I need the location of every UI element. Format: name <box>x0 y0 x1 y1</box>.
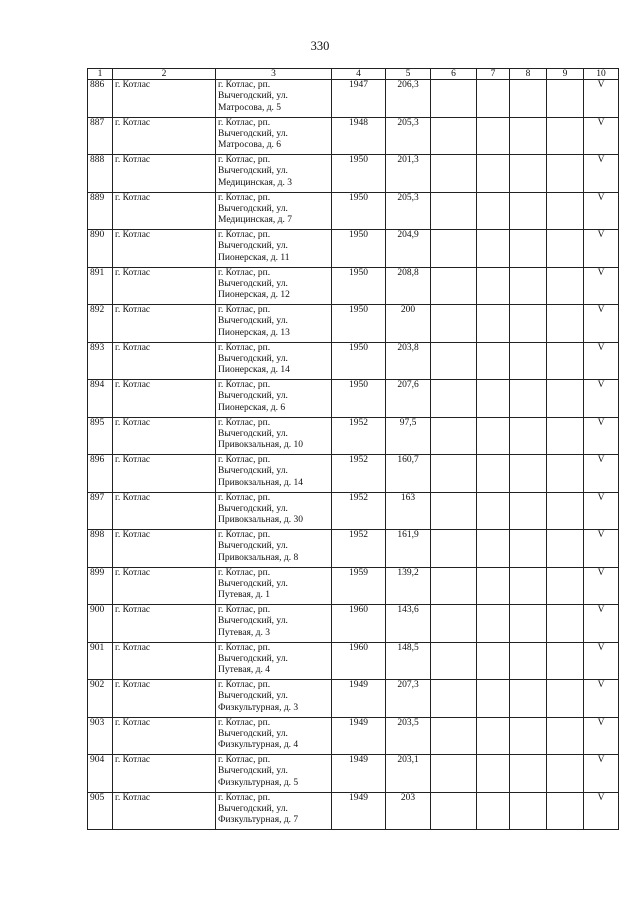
area-cell: 203,1 <box>386 755 431 793</box>
check-mark-cell: V <box>584 342 619 380</box>
table-row <box>88 492 619 530</box>
check-mark-cell: V <box>584 567 619 605</box>
column-7-cell <box>477 605 510 643</box>
address-line: г. Котлас, рп. <box>218 342 271 353</box>
column-9-cell <box>547 342 584 380</box>
address-cell <box>216 605 332 643</box>
column-9-cell <box>547 417 584 455</box>
column-7-cell <box>477 380 510 418</box>
row-number-cell: 899 <box>88 567 113 605</box>
city-cell: г. Котлас <box>113 755 216 793</box>
column-number: 7 <box>477 69 510 80</box>
check-mark-cell: V <box>584 530 619 568</box>
column-6-cell <box>431 642 477 680</box>
year-cell: 1949 <box>332 792 386 830</box>
column-8-cell <box>510 417 547 455</box>
address-line: Привокзальная, д. 30 <box>218 515 303 526</box>
column-9-cell <box>547 717 584 755</box>
column-9-cell <box>547 267 584 305</box>
address-line: Медицинская, д. 7 <box>218 215 292 226</box>
check-mark-cell: V <box>584 717 619 755</box>
table-row <box>88 642 619 680</box>
address-cell <box>216 417 332 455</box>
check-mark-cell: V <box>584 117 619 155</box>
year-cell: 1948 <box>332 117 386 155</box>
column-8-cell <box>510 455 547 493</box>
area-cell: 148,5 <box>386 642 431 680</box>
address-cell <box>216 567 332 605</box>
column-8-cell <box>510 192 547 230</box>
column-number: 6 <box>431 69 477 80</box>
column-6-cell <box>431 530 477 568</box>
row-number-cell: 902 <box>88 680 113 718</box>
city-cell: г. Котлас <box>113 192 216 230</box>
check-mark-cell: V <box>584 455 619 493</box>
address-line: г. Котлас, рп. <box>218 117 271 128</box>
column-8-cell <box>510 530 547 568</box>
column-6-cell <box>431 417 477 455</box>
year-cell: 1952 <box>332 530 386 568</box>
area-cell: 205,3 <box>386 192 431 230</box>
column-6-cell <box>431 680 477 718</box>
address-cell <box>216 755 332 793</box>
table-row <box>88 117 619 155</box>
city-cell: г. Котлас <box>113 605 216 643</box>
year-cell: 1950 <box>332 230 386 268</box>
address-line: Привокзальная, д. 10 <box>218 440 303 451</box>
column-6-cell <box>431 305 477 343</box>
city-cell: г. Котлас <box>113 80 216 118</box>
address-cell <box>216 155 332 193</box>
column-6-cell <box>431 717 477 755</box>
column-6-cell <box>431 380 477 418</box>
table-row <box>88 192 619 230</box>
address-line: Вычегодский, ул. <box>218 278 288 289</box>
address-line: Вычегодский, ул. <box>218 428 288 439</box>
area-cell: 160,7 <box>386 455 431 493</box>
row-number-cell: 887 <box>88 117 113 155</box>
address-cell <box>216 192 332 230</box>
column-6-cell <box>431 267 477 305</box>
housing-registry-table <box>87 68 619 830</box>
table-row <box>88 80 619 118</box>
area-cell: 204,9 <box>386 230 431 268</box>
check-mark-cell: V <box>584 230 619 268</box>
area-cell: 203,5 <box>386 717 431 755</box>
address-cell <box>216 530 332 568</box>
address-line: Вычегодский, ул. <box>218 803 288 814</box>
column-6-cell <box>431 80 477 118</box>
table-row <box>88 792 619 830</box>
check-mark-cell: V <box>584 680 619 718</box>
column-8-cell <box>510 567 547 605</box>
table-row <box>88 380 619 418</box>
address-line: Пионерская, д. 14 <box>218 365 290 376</box>
row-number-cell: 892 <box>88 305 113 343</box>
address-line: г. Котлас, рп. <box>218 192 271 203</box>
city-cell: г. Котлас <box>113 567 216 605</box>
table-row <box>88 567 619 605</box>
city-cell: г. Котлас <box>113 492 216 530</box>
column-8-cell <box>510 492 547 530</box>
column-8-cell <box>510 342 547 380</box>
column-6-cell <box>431 155 477 193</box>
table-row <box>88 267 619 305</box>
column-7-cell <box>477 567 510 605</box>
address-line: г. Котлас, рп. <box>218 230 271 240</box>
column-8-cell <box>510 680 547 718</box>
column-number: 1 <box>88 69 113 80</box>
column-8-cell <box>510 717 547 755</box>
address-line: Вычегодский, ул. <box>218 578 288 589</box>
column-number: 4 <box>332 69 386 80</box>
column-7-cell <box>477 792 510 830</box>
year-cell: 1952 <box>332 492 386 530</box>
year-cell: 1960 <box>332 642 386 680</box>
area-cell: 163 <box>386 492 431 530</box>
row-number-cell: 888 <box>88 155 113 193</box>
column-7-cell <box>477 642 510 680</box>
row-number-cell: 889 <box>88 192 113 230</box>
column-number: 5 <box>386 69 431 80</box>
address-line: Привокзальная, д. 8 <box>218 552 299 563</box>
row-number-cell: 901 <box>88 642 113 680</box>
check-mark-cell: V <box>584 267 619 305</box>
city-cell: г. Котлас <box>113 642 216 680</box>
column-6-cell <box>431 342 477 380</box>
table-row <box>88 755 619 793</box>
year-cell: 1949 <box>332 755 386 793</box>
column-6-cell <box>431 192 477 230</box>
column-9-cell <box>547 567 584 605</box>
column-6-cell <box>431 605 477 643</box>
city-cell: г. Котлас <box>113 717 216 755</box>
column-6-cell <box>431 230 477 268</box>
column-6-cell <box>431 117 477 155</box>
column-7-cell <box>477 230 510 268</box>
column-8-cell <box>510 792 547 830</box>
column-number: 9 <box>547 69 584 80</box>
address-line: Путевая, д. 4 <box>218 665 271 676</box>
table-row <box>88 605 619 643</box>
check-mark-cell: V <box>584 755 619 793</box>
city-cell: г. Котлас <box>113 380 216 418</box>
column-7-cell <box>477 117 510 155</box>
row-number-cell: 891 <box>88 267 113 305</box>
address-line: г. Котлас, рп. <box>218 417 271 428</box>
row-number-cell: 904 <box>88 755 113 793</box>
year-cell: 1947 <box>332 80 386 118</box>
address-cell <box>216 380 332 418</box>
address-line: г. Котлас, рп. <box>218 267 271 278</box>
year-cell: 1950 <box>332 267 386 305</box>
column-9-cell <box>547 792 584 830</box>
column-number-row <box>88 69 619 80</box>
city-cell: г. Котлас <box>113 117 216 155</box>
address-line: Вычегодский, ул. <box>218 616 288 627</box>
address-line: Матросова, д. 6 <box>218 140 282 151</box>
area-cell: 203,8 <box>386 342 431 380</box>
row-number-cell: 896 <box>88 455 113 493</box>
column-8-cell <box>510 155 547 193</box>
check-mark-cell: V <box>584 80 619 118</box>
address-line: г. Котлас, рп. <box>218 380 271 390</box>
row-number-cell: 897 <box>88 492 113 530</box>
address-line: Пионерская, д. 12 <box>218 290 290 301</box>
city-cell: г. Котлас <box>113 267 216 305</box>
address-cell <box>216 342 332 380</box>
address-cell <box>216 117 332 155</box>
column-9-cell <box>547 230 584 268</box>
table-row <box>88 417 619 455</box>
address-line: Физкультурная, д. 3 <box>218 702 299 713</box>
year-cell: 1952 <box>332 455 386 493</box>
address-line: Пионерская, д. 6 <box>218 402 286 413</box>
area-cell: 161,9 <box>386 530 431 568</box>
column-9-cell <box>547 380 584 418</box>
table-row <box>88 717 619 755</box>
year-cell: 1950 <box>332 155 386 193</box>
row-number-cell: 895 <box>88 417 113 455</box>
column-6-cell <box>431 492 477 530</box>
address-line: Вычегодский, ул. <box>218 241 288 252</box>
address-line: г. Котлас, рп. <box>218 80 271 90</box>
address-line: г. Котлас, рп. <box>218 155 271 165</box>
address-line: г. Котлас, рп. <box>218 717 271 728</box>
area-cell: 206,3 <box>386 80 431 118</box>
year-cell: 1950 <box>332 305 386 343</box>
address-cell <box>216 305 332 343</box>
check-mark-cell: V <box>584 305 619 343</box>
address-cell <box>216 267 332 305</box>
check-mark-cell: V <box>584 417 619 455</box>
table-body <box>88 69 619 830</box>
check-mark-cell: V <box>584 792 619 830</box>
year-cell: 1949 <box>332 680 386 718</box>
address-line: Вычегодский, ул. <box>218 91 288 102</box>
column-7-cell <box>477 492 510 530</box>
check-mark-cell: V <box>584 380 619 418</box>
address-line: г. Котлас, рп. <box>218 530 271 540</box>
year-cell: 1959 <box>332 567 386 605</box>
column-7-cell <box>477 455 510 493</box>
column-7-cell <box>477 267 510 305</box>
row-number-cell: 900 <box>88 605 113 643</box>
row-number-cell: 890 <box>88 230 113 268</box>
address-line: Путевая, д. 3 <box>218 627 271 638</box>
year-cell: 1949 <box>332 717 386 755</box>
address-line: г. Котлас, рп. <box>218 792 271 803</box>
check-mark-cell: V <box>584 642 619 680</box>
address-line: Вычегодский, ул. <box>218 503 288 514</box>
address-line: Путевая, д. 1 <box>218 590 271 601</box>
address-line: г. Котлас, рп. <box>218 305 271 315</box>
address-line: Пионерская, д. 13 <box>218 327 290 338</box>
address-line: Вычегодский, ул. <box>218 166 288 177</box>
year-cell: 1950 <box>332 342 386 380</box>
column-7-cell <box>477 305 510 343</box>
address-line: Вычегодский, ул. <box>218 391 288 402</box>
column-9-cell <box>547 605 584 643</box>
area-cell: 205,3 <box>386 117 431 155</box>
address-line: Медицинская, д. 3 <box>218 177 292 188</box>
city-cell: г. Котлас <box>113 792 216 830</box>
table-row <box>88 305 619 343</box>
address-line: Физкультурная, д. 4 <box>218 740 299 751</box>
address-line: Физкультурная, д. 5 <box>218 777 299 788</box>
address-line: г. Котлас, рп. <box>218 492 271 503</box>
address-line: Матросова, д. 5 <box>218 102 282 113</box>
year-cell: 1952 <box>332 417 386 455</box>
row-number-cell: 894 <box>88 380 113 418</box>
area-cell: 97,5 <box>386 417 431 455</box>
area-cell: 207,6 <box>386 380 431 418</box>
column-6-cell <box>431 755 477 793</box>
address-cell <box>216 717 332 755</box>
year-cell: 1960 <box>332 605 386 643</box>
column-8-cell <box>510 80 547 118</box>
column-7-cell <box>477 192 510 230</box>
row-number-cell: 893 <box>88 342 113 380</box>
year-cell: 1950 <box>332 192 386 230</box>
address-line: Вычегодский, ул. <box>218 353 288 364</box>
address-line: Физкультурная, д. 7 <box>218 815 299 826</box>
city-cell: г. Котлас <box>113 417 216 455</box>
address-cell <box>216 455 332 493</box>
area-cell: 143,6 <box>386 605 431 643</box>
table-row <box>88 455 619 493</box>
column-8-cell <box>510 605 547 643</box>
column-number: 3 <box>216 69 332 80</box>
column-9-cell <box>547 642 584 680</box>
check-mark-cell: V <box>584 605 619 643</box>
address-line: Вычегодский, ул. <box>218 316 288 327</box>
address-line: г. Котлас, рп. <box>218 605 271 615</box>
column-8-cell <box>510 755 547 793</box>
column-number: 10 <box>584 69 619 80</box>
column-number: 2 <box>113 69 216 80</box>
address-cell <box>216 642 332 680</box>
address-line: Вычегодский, ул. <box>218 541 288 552</box>
column-7-cell <box>477 717 510 755</box>
address-cell <box>216 792 332 830</box>
column-7-cell <box>477 680 510 718</box>
column-7-cell <box>477 80 510 118</box>
address-line: Пионерская, д. 11 <box>218 252 290 263</box>
table-row <box>88 530 619 568</box>
address-cell <box>216 492 332 530</box>
address-line: Привокзальная, д. 14 <box>218 477 303 488</box>
table-row <box>88 230 619 268</box>
address-line: Вычегодский, ул. <box>218 203 288 214</box>
column-9-cell <box>547 530 584 568</box>
column-7-cell <box>477 417 510 455</box>
area-cell: 200 <box>386 305 431 343</box>
column-9-cell <box>547 455 584 493</box>
address-line: Вычегодский, ул. <box>218 691 288 702</box>
column-9-cell <box>547 755 584 793</box>
page-number: 330 <box>310 39 330 53</box>
column-number: 8 <box>510 69 547 80</box>
column-7-cell <box>477 155 510 193</box>
column-7-cell <box>477 755 510 793</box>
row-number-cell: 886 <box>88 80 113 118</box>
address-line: г. Котлас, рп. <box>218 567 271 578</box>
column-9-cell <box>547 155 584 193</box>
column-6-cell <box>431 455 477 493</box>
column-7-cell <box>477 342 510 380</box>
column-9-cell <box>547 80 584 118</box>
column-9-cell <box>547 117 584 155</box>
column-9-cell <box>547 305 584 343</box>
address-cell <box>216 230 332 268</box>
column-8-cell <box>510 380 547 418</box>
address-line: Вычегодский, ул. <box>218 653 288 664</box>
address-cell <box>216 680 332 718</box>
city-cell: г. Котлас <box>113 342 216 380</box>
address-line: Вычегодский, ул. <box>218 128 288 139</box>
city-cell: г. Котлас <box>113 530 216 568</box>
city-cell: г. Котлас <box>113 305 216 343</box>
table-row <box>88 680 619 718</box>
address-line: г. Котлас, рп. <box>218 755 271 765</box>
row-number-cell: 905 <box>88 792 113 830</box>
column-6-cell <box>431 792 477 830</box>
row-number-cell: 898 <box>88 530 113 568</box>
area-cell: 203 <box>386 792 431 830</box>
column-8-cell <box>510 117 547 155</box>
row-number-cell: 903 <box>88 717 113 755</box>
table-row <box>88 155 619 193</box>
column-6-cell <box>431 567 477 605</box>
column-9-cell <box>547 680 584 718</box>
column-8-cell <box>510 267 547 305</box>
address-line: г. Котлас, рп. <box>218 680 271 690</box>
address-line: г. Котлас, рп. <box>218 642 271 653</box>
city-cell: г. Котлас <box>113 680 216 718</box>
column-9-cell <box>547 192 584 230</box>
address-line: Вычегодский, ул. <box>218 766 288 777</box>
column-8-cell <box>510 305 547 343</box>
check-mark-cell: V <box>584 192 619 230</box>
area-cell: 207,3 <box>386 680 431 718</box>
address-cell <box>216 80 332 118</box>
city-cell: г. Котлас <box>113 230 216 268</box>
column-9-cell <box>547 492 584 530</box>
check-mark-cell: V <box>584 492 619 530</box>
area-cell: 139,2 <box>386 567 431 605</box>
year-cell: 1950 <box>332 380 386 418</box>
area-cell: 201,3 <box>386 155 431 193</box>
city-cell: г. Котлас <box>113 155 216 193</box>
address-line: г. Котлас, рп. <box>218 455 271 465</box>
column-8-cell <box>510 642 547 680</box>
city-cell: г. Котлас <box>113 455 216 493</box>
address-line: Вычегодский, ул. <box>218 728 288 739</box>
area-cell: 208,8 <box>386 267 431 305</box>
address-line: Вычегодский, ул. <box>218 466 288 477</box>
check-mark-cell: V <box>584 155 619 193</box>
column-8-cell <box>510 230 547 268</box>
column-7-cell <box>477 530 510 568</box>
table-row <box>88 342 619 380</box>
